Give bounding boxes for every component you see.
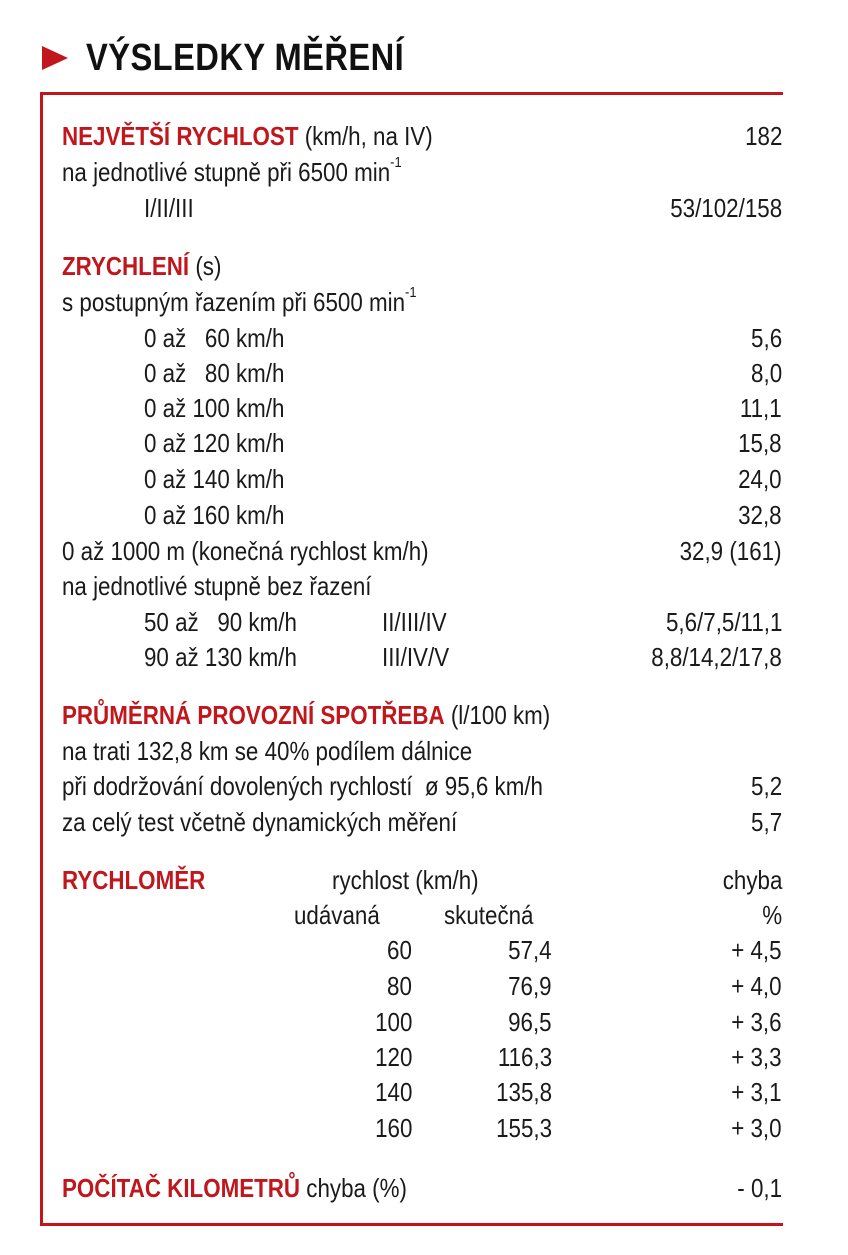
no-shift-value: 8,8/14,2/17,8 xyxy=(651,642,782,672)
no-shift-speed-label: 50 až 90 km/h xyxy=(144,607,297,637)
consumption-legal-speed-text: při dodržování dovolených rychlostí ø 95,6 km/h xyxy=(62,771,543,801)
max-speed-unit: (km/h, na IV) xyxy=(304,121,433,151)
no-shift-gears: III/IV/V xyxy=(382,642,450,672)
max-speed-gears-label: na jednotlivé stupně při 6500 min xyxy=(62,157,391,187)
speedometer-row xyxy=(62,1110,782,1146)
acceleration-value: 32,8 xyxy=(738,500,782,530)
odometer-unit: chyba (%) xyxy=(306,1173,407,1203)
max-speed-value: 182 xyxy=(744,121,782,151)
consumption-unit: (l/100 km) xyxy=(450,700,551,730)
acceleration-value: 24,0 xyxy=(738,464,782,494)
consumption-route-text: na trati 132,8 km se 40% podílem dálnice xyxy=(62,736,473,766)
acceleration-label: 0 až 80 km/h xyxy=(144,358,285,388)
acceleration-label: 0 až 100 km/h xyxy=(144,393,285,423)
speedometer-columns-row xyxy=(62,897,782,933)
speedometer-actual: 96,5 xyxy=(508,1007,552,1037)
no-shift-label-row xyxy=(62,568,782,604)
speedometer-col-actual: skutečná xyxy=(444,900,534,930)
acceleration-title-row xyxy=(62,248,782,284)
no-shift-gears: II/III/IV xyxy=(382,607,447,637)
odometer-row xyxy=(62,1170,782,1206)
acceleration-label: 0 až 60 km/h xyxy=(144,323,285,353)
acceleration-km-row xyxy=(62,533,782,569)
acceleration-subtitle: s postupným řazením při 6500 min xyxy=(62,287,406,317)
max-speed-gears-label-row xyxy=(62,154,782,190)
speedometer-actual: 155,3 xyxy=(496,1113,552,1143)
speedometer-error: + 3,1 xyxy=(731,1077,782,1107)
speedometer-indicated: 60 xyxy=(387,935,412,965)
acceleration-value: 8,0 xyxy=(750,358,782,388)
speedometer-error: + 4,5 xyxy=(731,935,782,965)
consumption-line-2 xyxy=(62,768,782,804)
no-shift-value: 5,6/7,5/11,1 xyxy=(665,607,782,637)
no-shift-label: na jednotlivé stupně bez řazení xyxy=(62,571,372,601)
acceleration-label: 0 až 140 km/h xyxy=(144,464,285,494)
acceleration-value: 15,8 xyxy=(738,428,782,458)
speedometer-col-percent: % xyxy=(762,900,782,930)
acceleration-row xyxy=(62,425,782,461)
acceleration-km-label: 0 až 1000 m (konečná rychlost km/h) xyxy=(62,536,429,566)
speedometer-error: + 3,0 xyxy=(731,1113,782,1143)
speedometer-col-indicated: udávaná xyxy=(294,900,380,930)
speedometer-title-row xyxy=(62,862,782,898)
acceleration-subtitle-row xyxy=(62,284,782,320)
acceleration-value: 5,6 xyxy=(750,323,782,353)
speedometer-indicated: 80 xyxy=(387,971,412,1001)
acceleration-value: 11,1 xyxy=(740,393,782,423)
speedometer-actual: 116,3 xyxy=(497,1042,552,1072)
speedometer-row xyxy=(62,968,782,1004)
acceleration-title: ZRYCHLENÍ xyxy=(62,251,190,281)
page-title: VÝSLEDKY MĚŘENÍ xyxy=(86,36,405,79)
speedometer-actual: 57,4 xyxy=(508,935,552,965)
max-speed-gears-row xyxy=(62,190,782,226)
no-shift-row xyxy=(62,604,782,640)
speedometer-row xyxy=(62,932,782,968)
consumption-legal-speed-value: 5,2 xyxy=(750,771,782,801)
consumption-line-3 xyxy=(62,804,782,840)
consumption-line-1 xyxy=(62,733,782,769)
acceleration-km-value: 32,9 (161) xyxy=(680,536,782,566)
acceleration-label: 0 až 160 km/h xyxy=(144,500,285,530)
acceleration-row xyxy=(62,390,782,426)
acceleration-row xyxy=(62,497,782,533)
consumption-full-test-value: 5,7 xyxy=(750,807,782,837)
odometer-title: POČÍTAČ KILOMETRŮ xyxy=(62,1173,301,1203)
speedometer-indicated: 120 xyxy=(374,1042,412,1072)
speedometer-error: + 4,0 xyxy=(731,971,782,1001)
speedometer-indicated: 100 xyxy=(374,1007,412,1037)
acceleration-row xyxy=(62,461,782,497)
acceleration-row xyxy=(62,355,782,391)
speedometer-indicated: 160 xyxy=(374,1113,412,1143)
section-header xyxy=(42,30,456,86)
max-speed-gears-sup: -1 xyxy=(390,154,402,171)
odometer-value: - 0,1 xyxy=(737,1173,782,1203)
consumption-title: PRŮMĚRNÁ PROVOZNÍ SPOTŘEBA xyxy=(62,700,445,730)
speedometer-error: + 3,3 xyxy=(731,1042,782,1072)
acceleration-label: 0 až 120 km/h xyxy=(144,428,285,458)
consumption-full-test-text: za celý test včetně dynamických měření xyxy=(62,807,458,837)
speedometer-indicated: 140 xyxy=(374,1077,412,1107)
speedometer-error-header: chyba xyxy=(722,865,782,895)
speedometer-title: RYCHLOMĚR xyxy=(62,865,206,895)
acceleration-subtitle-sup: -1 xyxy=(405,284,417,301)
acceleration-row xyxy=(62,320,782,356)
speedometer-actual: 76,9 xyxy=(508,971,552,1001)
max-speed-title: NEJVĚTŠÍ RYCHLOST xyxy=(62,121,299,151)
speedometer-speed-header: rychlost (km/h) xyxy=(332,865,479,895)
max-speed-gears-values: 53/102/158 xyxy=(670,193,782,223)
speedometer-row xyxy=(62,1039,782,1075)
speedometer-actual: 135,8 xyxy=(496,1077,552,1107)
speedometer-row xyxy=(62,1074,782,1110)
max-speed-gears: I/II/III xyxy=(144,193,194,223)
acceleration-unit: (s) xyxy=(195,251,222,281)
speedometer-row xyxy=(62,1004,782,1040)
consumption-title-row xyxy=(62,697,782,733)
max-speed-row xyxy=(62,118,782,154)
speedometer-error: + 3,6 xyxy=(731,1007,782,1037)
no-shift-row xyxy=(62,639,782,675)
no-shift-speed-label: 90 až 130 km/h xyxy=(144,642,297,672)
triangle-arrow-icon xyxy=(42,46,68,70)
